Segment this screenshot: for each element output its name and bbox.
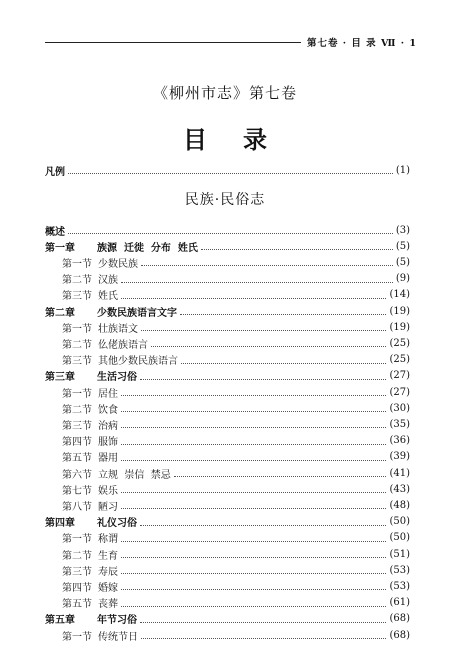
toc-entry-title: 立规 崇信 禁忌: [98, 469, 171, 481]
toc-entry-label: [62, 287, 118, 302]
toc-entry-number: 第二章: [45, 307, 75, 319]
toc-section-entry[interactable]: [62, 287, 410, 303]
toc-entry-label: [62, 385, 118, 400]
toc-entry-title: 生活习俗: [97, 372, 137, 384]
toc-entry-title: 凡例: [45, 166, 65, 178]
toc-entry-number: 第五节: [62, 453, 92, 465]
toc-section-entry[interactable]: [62, 400, 410, 416]
toc-entry-title: 族源 迁徙 分布 姓氏: [97, 242, 198, 254]
toc-entry-label: [62, 482, 118, 497]
toc-leader-dots: [68, 232, 393, 234]
toc-entry-label: [45, 223, 65, 238]
toc-entry-label: [45, 514, 137, 529]
toc-section-entry[interactable]: [62, 416, 410, 432]
toc-section-entry[interactable]: [62, 595, 410, 611]
toc-entry-title: 少数民族语言文字: [97, 307, 177, 319]
toc-leader-dots: [121, 491, 386, 493]
toc-entry-title: 姓氏: [98, 291, 118, 303]
volume-title: 《柳州市志》第七卷: [152, 84, 297, 102]
toc-leader-dots: [121, 459, 386, 461]
toc-section-entry[interactable]: [62, 335, 410, 351]
toc-entry-page: (50): [389, 532, 410, 544]
toc-entry-number: 第一节: [62, 258, 92, 270]
toc-section-entry[interactable]: [62, 271, 410, 287]
toc-entry-page: (1): [395, 164, 410, 176]
running-header: [45, 34, 417, 50]
toc-section-entry[interactable]: [62, 497, 410, 513]
toc-leader-dots: [140, 378, 386, 380]
toc-entry-label: [62, 401, 118, 416]
toc-entry-title: 仫佬族语言: [98, 339, 148, 351]
toc-entry-page: (50): [389, 516, 410, 528]
toc-entry-title: 少数民族: [98, 258, 138, 270]
toc-section-entry[interactable]: [62, 481, 410, 497]
toc-entry-number: 第三节: [62, 291, 92, 303]
toc-entry-title: 婚嫁: [98, 582, 118, 594]
toc-entry-page: (3): [395, 224, 410, 236]
toc-entry-label: [62, 352, 178, 367]
toc-leader-dots: [121, 507, 386, 509]
toc-entry-page: (68): [389, 613, 410, 625]
toc-entry-label: [62, 255, 138, 270]
toc-entry-title: 治病: [98, 420, 118, 432]
toc-entry-page: (39): [389, 451, 410, 463]
toc-entry-label: [62, 336, 148, 351]
toc-leader-dots: [201, 248, 393, 250]
toc-entry-label: [62, 498, 118, 513]
toc-leader-dots: [141, 637, 386, 639]
toc-leader-dots: [140, 524, 386, 526]
toc-entry-label: [62, 547, 118, 562]
toc-entry-page: (27): [389, 386, 410, 398]
toc-leader-dots: [174, 475, 387, 477]
toc-leader-dots: [121, 540, 386, 542]
toc-entry-label: [62, 449, 118, 464]
toc-entry-page: (41): [389, 467, 410, 479]
toc-leader-dots: [121, 394, 386, 396]
toc-entry-label: [62, 595, 118, 610]
toc-entry-number: 第一节: [62, 323, 92, 335]
toc-entry-number: 第一节: [62, 388, 92, 400]
toc-leader-dots: [121, 605, 386, 607]
toc-leader-dots: [121, 572, 386, 574]
toc-entry-label: [62, 466, 171, 481]
toc-entry-title: 生育: [98, 550, 118, 562]
toc-entry-title: 汉族: [98, 275, 118, 287]
toc-entry-number: 第二节: [62, 339, 92, 351]
toc-entry-page: (61): [389, 597, 410, 609]
toc-entry-title: 称谓: [98, 534, 118, 546]
header-text: 第七卷 · 目 录 Ⅶ · 1: [306, 38, 417, 49]
toc-section-entry[interactable]: [62, 319, 410, 335]
toc-leader-dots: [121, 556, 386, 558]
toc-section-entry[interactable]: [62, 578, 410, 594]
toc-leader-dots: [140, 621, 386, 623]
toc-leader-dots: [151, 345, 386, 347]
toc-leader-dots: [121, 426, 386, 428]
toc-entry-fanli[interactable]: [45, 162, 410, 178]
toc-entry-page: (19): [389, 321, 410, 333]
toc-entry-number: 第五章: [45, 615, 75, 627]
toc-entry-number: 第四节: [62, 437, 92, 449]
toc-section-entry[interactable]: [62, 433, 410, 449]
toc-leader-dots: [181, 362, 386, 364]
toc-entry-page: (5): [395, 240, 410, 252]
toc-section-entry[interactable]: [62, 562, 410, 578]
toc-chapter-entry[interactable]: [45, 238, 410, 254]
toc-chapter-entry[interactable]: [45, 222, 410, 238]
toc-entry-title: 居住: [98, 388, 118, 400]
toc-entry-label: [62, 320, 138, 335]
toc-entry-number: 第一节: [62, 631, 92, 643]
toc-entry-page: (25): [389, 337, 410, 349]
toc-entry-number: 第二节: [62, 275, 92, 287]
toc-section-entry[interactable]: [62, 352, 410, 368]
toc-entry-page: (30): [389, 402, 410, 414]
toc-entry-title: 其他少数民族语言: [98, 356, 178, 368]
toc-entry-title: 礼仪习俗: [97, 518, 137, 530]
toc-entry-page: (48): [389, 499, 410, 511]
toc-entry-label: [62, 433, 118, 448]
toc-entry-page: (35): [389, 418, 410, 430]
toc-entry-label: [62, 563, 118, 578]
toc-entry-label: [62, 628, 138, 643]
toc-entry-page: (53): [389, 564, 410, 576]
toc-entry-number: 第一章: [45, 242, 75, 254]
toc-entry-number: 第五节: [62, 599, 92, 611]
toc-entry-title: 壮族语文: [98, 323, 138, 335]
section-title: 民族·民俗志: [184, 192, 266, 208]
contents-title: 目录: [183, 126, 303, 154]
toc-section-entry[interactable]: [62, 254, 410, 270]
toc-leader-dots: [141, 264, 393, 266]
toc-leader-dots: [121, 297, 386, 299]
toc-entry-number: 第三节: [62, 566, 92, 578]
toc-section-entry[interactable]: [62, 449, 410, 465]
toc-leader-dots: [121, 588, 386, 590]
toc-entry-title: 陋习: [98, 501, 118, 513]
toc-entry-title: 概述: [45, 226, 65, 238]
toc-entry-number: 第三节: [62, 356, 92, 368]
toc-entry-page: (14): [389, 289, 410, 301]
toc-entry-label: [45, 611, 137, 626]
toc-entry-page: (19): [389, 305, 410, 317]
toc-entry-number: 第六节: [62, 469, 92, 481]
toc-leader-dots: [68, 172, 393, 174]
toc-entry-label: [62, 530, 118, 545]
toc-chapter-entry[interactable]: [45, 303, 410, 319]
toc-leader-dots: [180, 313, 386, 315]
toc-chapter-entry[interactable]: [45, 368, 410, 384]
toc-entry-page: (51): [389, 548, 410, 560]
toc-entry-page: (27): [389, 370, 410, 382]
toc-leader-dots: [121, 281, 393, 283]
toc-entry-page: (36): [389, 435, 410, 447]
toc-entry-number: 第三章: [45, 372, 75, 384]
toc-chapter-entry[interactable]: [45, 611, 410, 627]
toc-entry-number: 第八节: [62, 501, 92, 513]
toc-entry-number: 第三节: [62, 420, 92, 432]
toc-entry-number: 第二节: [62, 404, 92, 416]
toc-entry-page: (43): [389, 483, 410, 495]
toc-section-entry[interactable]: [62, 530, 410, 546]
toc-entry-page: (68): [389, 629, 410, 641]
toc-entry-number: 第二节: [62, 550, 92, 562]
toc-entry-label: [62, 579, 118, 594]
toc-section-entry[interactable]: [62, 384, 410, 400]
toc-entry-page: (5): [395, 256, 410, 268]
toc-entry-number: 第一节: [62, 534, 92, 546]
toc-leader-dots: [121, 410, 386, 412]
toc-leader-dots: [121, 443, 386, 445]
toc-entry-title: 饮食: [98, 404, 118, 416]
toc-section-entry[interactable]: [62, 627, 410, 643]
toc-entry-number: 第四章: [45, 518, 75, 530]
toc-entry-label: [45, 304, 177, 319]
toc-section-entry[interactable]: [62, 465, 410, 481]
toc-entry-number: 第四节: [62, 582, 92, 594]
toc-entry-title: 器用: [98, 453, 118, 465]
toc-entry-page: (53): [389, 580, 410, 592]
toc-entry-label: [45, 239, 198, 254]
toc-entry-number: 第七节: [62, 485, 92, 497]
toc-entry-title: 寿辰: [98, 566, 118, 578]
toc-entry-title: 丧葬: [98, 599, 118, 611]
toc-entry-page: (25): [389, 354, 410, 366]
toc-entry-title: 娱乐: [98, 485, 118, 497]
header-rule: [45, 42, 301, 43]
toc-entry-page: (9): [395, 273, 410, 285]
toc-entry-label: [45, 368, 137, 383]
toc-leader-dots: [141, 329, 386, 331]
toc-entry-title: 传统节日: [98, 631, 138, 643]
toc-entry-label: [62, 271, 118, 286]
toc-entry-title: 年节习俗: [97, 615, 137, 627]
toc-entry-label: [62, 417, 118, 432]
toc-chapter-entry[interactable]: [45, 514, 410, 530]
toc-section-entry[interactable]: [62, 546, 410, 562]
toc-entry-title: 服饰: [98, 437, 118, 449]
